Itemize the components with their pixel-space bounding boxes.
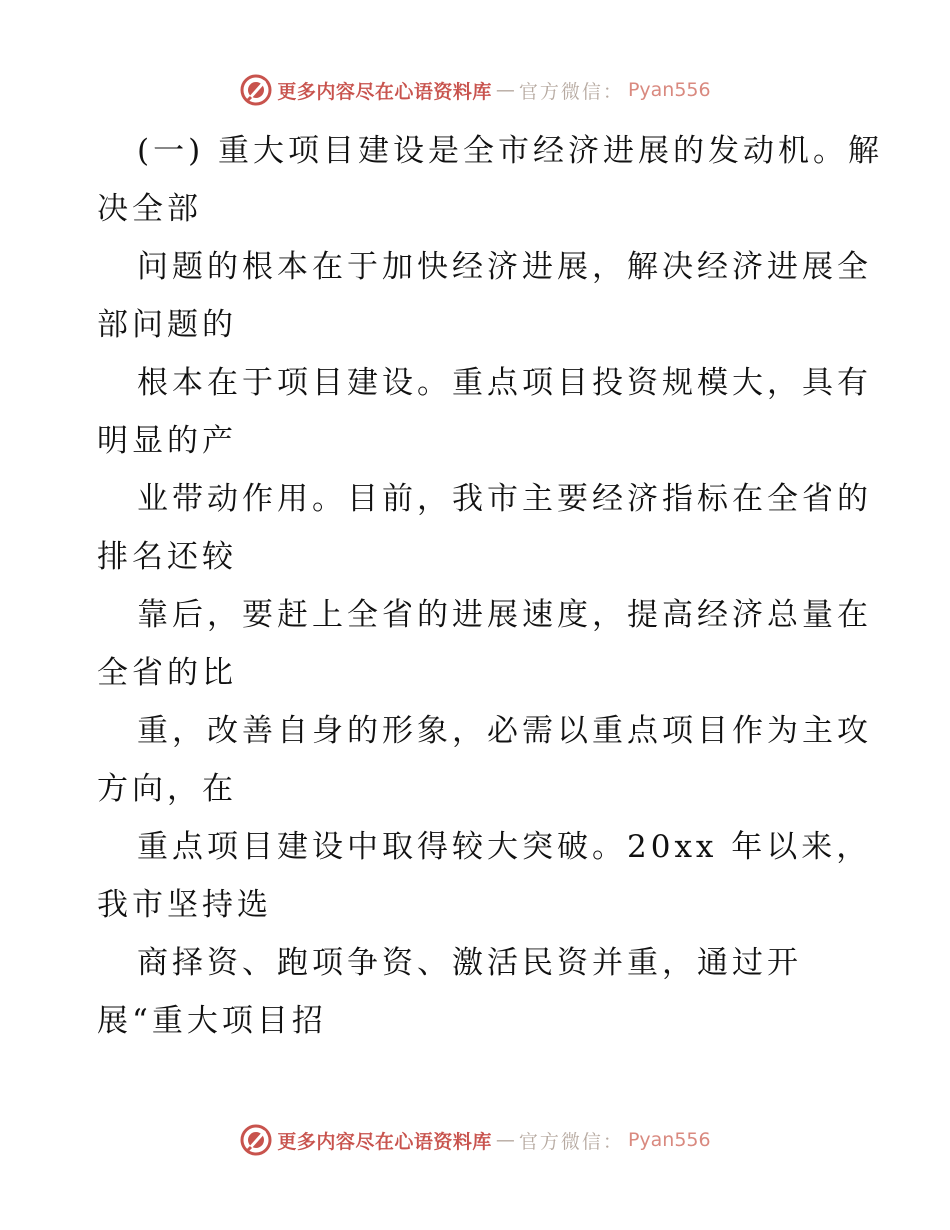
body-line: 展“重大项目招 bbox=[97, 1003, 327, 1039]
body-line: 商择资、跑项争资、激活民资并重，通过开 bbox=[137, 945, 802, 981]
watermark-dash: — bbox=[495, 79, 515, 101]
body-line: 业带动作用。目前，我市主要经济指标在全省的 bbox=[137, 481, 872, 517]
document-body bbox=[97, 122, 884, 1050]
watermark-wechat-id: Pyan556 bbox=[627, 1129, 711, 1151]
pen-logo-icon bbox=[239, 73, 273, 107]
body-line: 根本在于项目建设。重点项目投资规模大，具有 bbox=[137, 365, 872, 401]
body-line: 决全部 bbox=[97, 191, 202, 227]
watermark-official: 官方微信： bbox=[518, 1130, 624, 1153]
body-line: 全省的比 bbox=[97, 655, 237, 691]
watermark-brand: 更多内容尽在心语资料库 bbox=[277, 1130, 492, 1153]
watermark-dash: — bbox=[495, 1129, 515, 1151]
body-line: 重点项目建设中取得较大突破。20xx 年以来， bbox=[137, 829, 872, 865]
body-line: 明显的产 bbox=[97, 423, 237, 459]
body-line: 靠后，要赶上全省的进展速度，提高经济总量在 bbox=[137, 597, 872, 633]
header-watermark bbox=[0, 70, 950, 110]
pen-logo-icon bbox=[239, 1123, 273, 1157]
body-line: 我市坚持选 bbox=[97, 887, 272, 923]
body-line: 问题的根本在于加快经济进展，解决经济进展全 bbox=[137, 249, 872, 285]
footer-watermark bbox=[0, 1120, 950, 1160]
body-line: 重，改善自身的形象，必需以重点项目作为主攻 bbox=[137, 713, 872, 749]
watermark-official: 官方微信： bbox=[518, 80, 624, 103]
body-line: 部问题的 bbox=[97, 307, 237, 343]
body-line: 排名还较 bbox=[97, 539, 237, 575]
watermark-brand: 更多内容尽在心语资料库 bbox=[277, 80, 492, 103]
watermark-wechat-id: Pyan556 bbox=[627, 79, 711, 101]
body-line: 方向，在 bbox=[97, 771, 237, 807]
body-line: (一) 重大项目建设是全市经济进展的发动机。解 bbox=[137, 133, 884, 169]
